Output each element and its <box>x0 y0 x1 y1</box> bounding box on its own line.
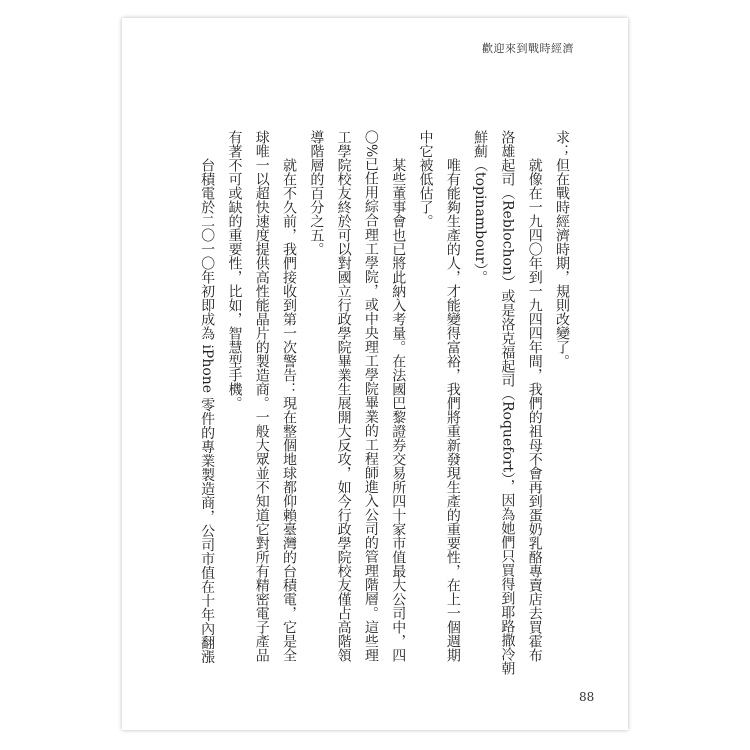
page-number: 88 <box>579 690 595 704</box>
text-line: 中它被低估了。 <box>417 130 434 228</box>
text-line: 工學院校友終於可以對國立行政學院畢業生展開大反攻，如今行政學院校友僅占高階領 <box>335 130 352 662</box>
paragraph <box>193 130 220 662</box>
text-line: 洛雄起司（Reblochon）或是洛克福起司（Roquefort），因為她們只買得到耶路撒冷朝 <box>499 130 516 676</box>
paragraph <box>466 130 548 676</box>
paragraph <box>220 130 302 662</box>
paragraph <box>302 130 411 662</box>
text-line: 就像在一九四〇年到一九四四年間，我們的祖母不會再到蛋奶乳酪專賣店去買霍布 <box>526 158 543 662</box>
text-line: 導階層的百分之五。 <box>308 130 325 256</box>
paragraph <box>411 130 466 662</box>
text-line: 台積電於二〇一〇年初即成為 iPhone 零件的專業製造商，公司市值在十年內翻漲 <box>199 158 216 664</box>
paragraph <box>548 130 575 662</box>
text-line: 求；但在戰時經濟時期，規則改變了。 <box>554 130 570 368</box>
text-line: 唯有能夠生產的人，才能變得富裕，我們將重新發現生產的重要性，在上一個週期 <box>444 158 461 662</box>
text-line: 球唯一以超快速度提供高性能晶片的製造商。一般大眾並不知道它對所有精密電子產品 <box>253 130 270 662</box>
text-line: 〇%已任用綜合理工學院，或中央理工學院畢業的工程師進入公司的管理階層。這些理 <box>362 130 379 662</box>
text-line: 鮮薊（topinambour）。 <box>472 130 489 285</box>
text-line: 就在不久前，我們接收到第一次警告：現在整個地球都仰賴臺灣的台積電，它是全 <box>281 158 298 662</box>
text-line: 有著不可或缺的重要性，比如，智慧型手機。 <box>226 130 243 410</box>
body-text <box>193 130 575 676</box>
text-line: 某些董事會也已將此納入考量。在法國巴黎證券交易所四十家市值最大公司中，四 <box>390 158 407 662</box>
running-title: 歡迎來到戰時經濟 <box>482 42 574 55</box>
